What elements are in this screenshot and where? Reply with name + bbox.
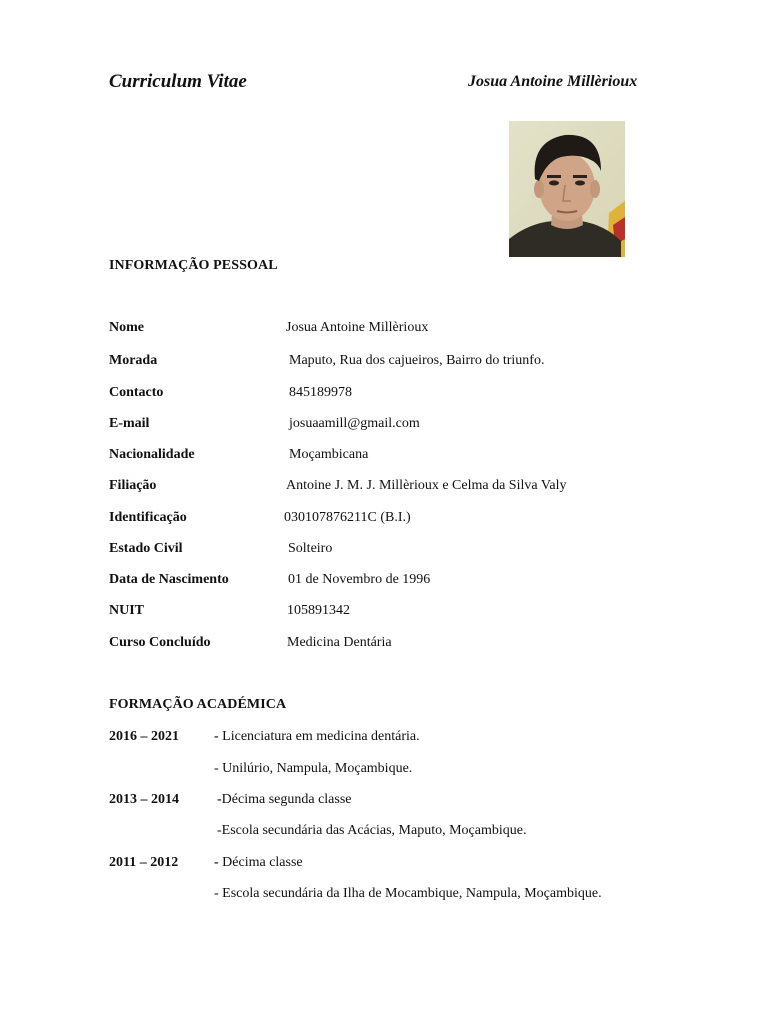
education-heading: FORMAÇÃO ACADÉMICA — [109, 697, 287, 712]
field-value: Medicina Dentária — [287, 635, 392, 650]
field-label: Estado Civil — [109, 541, 183, 556]
field-label: E-mail — [109, 416, 150, 431]
field-value: 845189978 — [289, 385, 352, 400]
education-years: 2016 – 2021 — [109, 729, 179, 744]
bullet-dash: - — [214, 855, 223, 870]
field-row-morada — [109, 353, 729, 373]
field-row-nuit — [109, 603, 729, 623]
education-years: 2013 – 2014 — [109, 792, 179, 807]
education-institution-row — [109, 761, 729, 781]
education-institution: - Escola secundária da Ilha de Mocambique, Nampula, Moçambique. — [214, 886, 602, 901]
education-degree: Décima classe — [222, 855, 303, 870]
bullet-dash: - — [217, 792, 222, 807]
education-institution-row — [109, 823, 729, 843]
education-years: 2011 – 2012 — [109, 855, 179, 870]
field-value: Solteiro — [288, 541, 333, 556]
field-row-data-nascimento — [109, 572, 729, 592]
education-entry — [109, 729, 729, 749]
personal-info-heading: INFORMAÇÃO PESSOAL — [109, 258, 278, 273]
document-title: Curriculum Vitae — [109, 71, 247, 92]
field-value: 105891342 — [287, 603, 350, 618]
field-label: Identificação — [109, 510, 187, 525]
field-row-estado-civil — [109, 541, 729, 561]
field-label: Nome — [109, 320, 144, 335]
field-label: Filiação — [109, 478, 157, 493]
field-row-curso — [109, 635, 729, 655]
education-entry — [109, 855, 729, 875]
field-label: Data de Nascimento — [109, 572, 229, 587]
education-degree: Décima segunda classe — [221, 792, 352, 807]
education-institution: - Unilúrio, Nampula, Moçambique. — [214, 761, 413, 776]
field-label: NUIT — [109, 603, 145, 618]
profile-photo — [509, 121, 625, 257]
field-label: Morada — [109, 353, 158, 368]
field-row-email — [109, 416, 729, 436]
field-row-nome — [109, 320, 729, 340]
education-institution: -Escola secundária das Acácias, Maputo, Moçambique. — [217, 823, 527, 838]
field-value: josuaamill@gmail.com — [289, 416, 420, 431]
field-label: Contacto — [109, 385, 164, 400]
field-value: 01 de Novembro de 1996 — [288, 572, 431, 587]
field-value: Antoine J. M. J. Millèrioux e Celma da Silva Valy — [286, 478, 567, 493]
field-value: Maputo, Rua dos cajueiros, Bairro do triunfo. — [289, 353, 545, 368]
field-row-identificacao — [109, 510, 729, 530]
field-value: 030107876211C (B.I.) — [284, 510, 411, 525]
field-label: Curso Concluído — [109, 635, 211, 650]
education-degree: Licenciatura em medicina dentária. — [222, 729, 420, 744]
education-institution-row — [109, 886, 729, 906]
field-value: Moçambicana — [289, 447, 369, 462]
bullet-dash: - — [214, 729, 223, 744]
field-value: Josua Antoine Millèrioux — [286, 320, 429, 335]
header-name: Josua Antoine Millèrioux — [468, 73, 638, 90]
field-label: Nacionalidade — [109, 447, 195, 462]
field-row-nacionalidade — [109, 447, 729, 467]
field-row-filiacao — [109, 478, 729, 498]
education-entry — [109, 792, 729, 812]
field-row-contacto — [109, 385, 729, 405]
